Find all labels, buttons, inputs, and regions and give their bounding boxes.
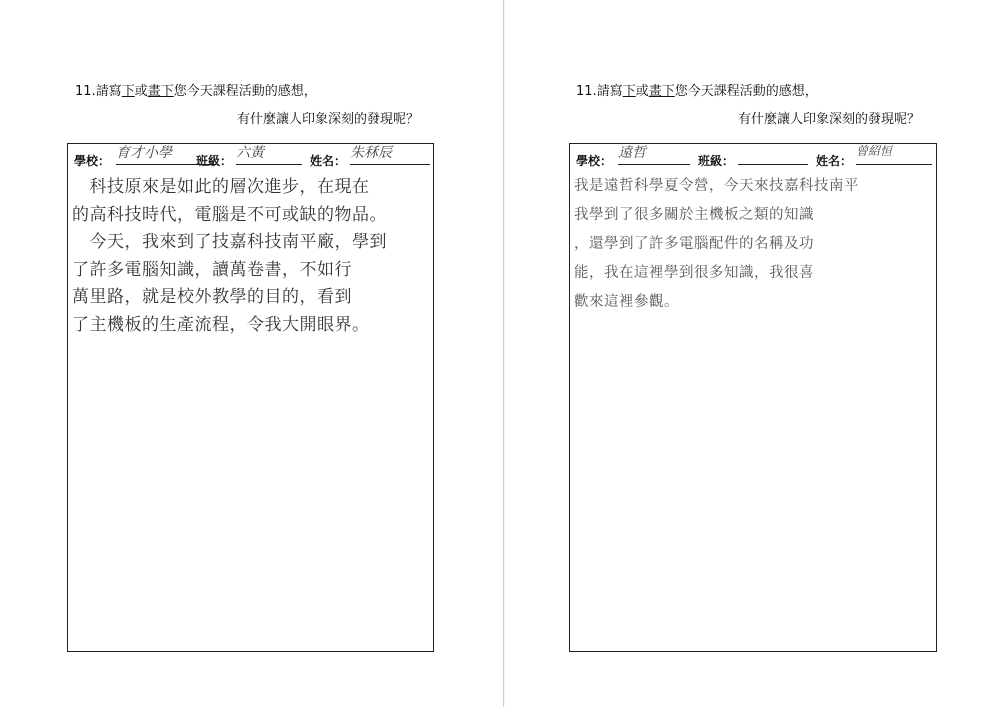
- answer-line: 歡來這裡參觀。: [574, 294, 679, 310]
- name-label: 姓名：: [310, 154, 347, 168]
- question-text: 請寫: [95, 84, 122, 99]
- question-underlined-write: 下: [121, 84, 135, 99]
- school-field[interactable]: 遠哲: [618, 142, 690, 165]
- question-number: 11.: [576, 84, 597, 99]
- question-underlined-draw: 畫下: [147, 84, 174, 99]
- class-label: 班級：: [698, 154, 735, 168]
- answer-box: [569, 143, 937, 652]
- answer-line: 了許多電腦知識，讀萬卷書，不如行: [72, 259, 352, 280]
- answer-box: [67, 143, 434, 652]
- school-label: 學校：: [74, 154, 111, 168]
- student-info-header: [576, 144, 930, 170]
- answer-line: 了主機板的生產流程，令我大開眼界。: [72, 314, 370, 335]
- name-label: 姓名：: [816, 154, 853, 168]
- school-field[interactable]: 育才小學: [116, 142, 216, 165]
- answer-line: 我是遠哲科學夏令營，今天來技嘉科技南平: [574, 178, 859, 194]
- handwritten-answer: [72, 174, 429, 339]
- student-info-header: [74, 145, 427, 170]
- right-worksheet: [505, 0, 1000, 707]
- name-field[interactable]: 曾紹恒: [856, 142, 932, 165]
- answer-line: 我學到了很多關於主機板之類的知識: [574, 207, 814, 223]
- question-line-1: [576, 80, 818, 99]
- answer-line: 能，我在這裡學到很多知識，我很喜: [574, 265, 814, 281]
- answer-line: 科技原來是如此的層次進步，在現在: [72, 177, 370, 197]
- answer-line: 萬里路，就是校外教學的目的，看到: [72, 287, 352, 307]
- question-text: 或: [134, 84, 148, 99]
- answer-line: 的高科技時代，電腦是不可或缺的物品。: [72, 204, 387, 225]
- class-label: 班級：: [196, 154, 233, 168]
- question-number: 11.: [75, 84, 96, 99]
- question-line-2: 有什麼讓人印象深刻的發現呢？: [237, 112, 420, 127]
- question-text: 請寫: [596, 84, 623, 99]
- question-line-1: [75, 80, 317, 99]
- answer-line: ，還學到了許多電腦配件的名稱及功: [574, 236, 814, 252]
- answer-line: 今天，我來到了技嘉科技南平廠，學到: [72, 232, 387, 252]
- question-text: 您今天課程活動的感想，: [173, 84, 317, 99]
- handwritten-answer: [574, 172, 932, 317]
- question-underlined-draw: 畫下: [648, 84, 675, 99]
- question-underlined-write: 下: [622, 84, 636, 99]
- class-field[interactable]: 六黃: [236, 142, 302, 165]
- name-field[interactable]: 朱秝辰: [350, 142, 430, 165]
- question-text: 您今天課程活動的感想，: [674, 84, 818, 99]
- question-text: 或: [635, 84, 649, 99]
- question-line-2: 有什麼讓人印象深刻的發現呢？: [738, 112, 921, 127]
- class-field[interactable]: [738, 142, 808, 165]
- school-label: 學校：: [576, 154, 613, 168]
